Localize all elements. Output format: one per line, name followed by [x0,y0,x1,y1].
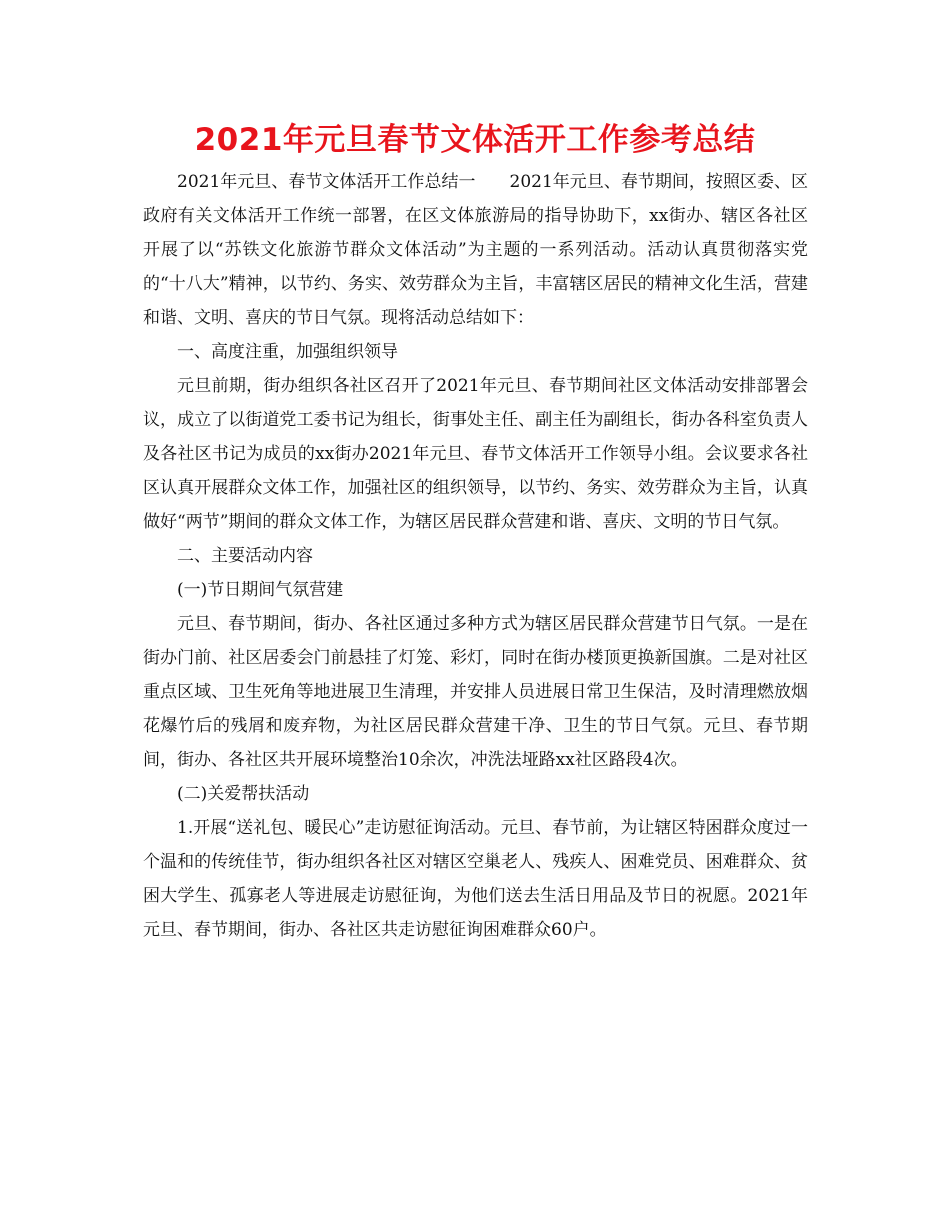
document-title: 2021年元旦春节文体活开工作参考总结 [194,122,756,158]
section-heading-2: 二、主要活动内容 [177,546,313,566]
paragraph-atmosphere: 元旦、春节期间，街办、各社区通过多种方式为辖区居民群众营建节日气氛。一是在街办门前、社区居委会门前悬挂了灯笼、彩灯，同时在街办楼顶更换新国旗。二是对社区重点区域、卫生死角等地进展卫生清理，并安排人员进展日常卫生保洁，及时清理燃放烟花爆竹后的残屑和废弃物，为社区居民群众营建干净、卫生的节日气氛。元旦、春节期间，街办、各社区共开展环境整治10余次，冲洗法垭路xx社区路段4次。 [143,614,808,770]
paragraph-intro: 2021年元旦、春节文体活开工作总结一 2021年元旦、春节期间，按照区委、区政府有关文体活开工作统一部署，在区文体旅游局的指导协助下，xx街办、辖区各社区开展了以“苏铁文化旅游节群众文体活动”为主题的一系列活动。活动认真贯彻落实党的“十八大”精神，以节约、务实、效劳群众为主旨，丰富辖区居民的精神文化生活，营建和谐、文明、喜庆的节日气氛。现将活动总结如下： [143,172,808,328]
subsection-heading-2: (二)关爱帮扶活动 [177,784,310,804]
section-heading-1: 一、高度注重，加强组织领导 [177,342,398,362]
subsection-heading-1: (一)节日期间气氛营建 [177,580,344,600]
paragraph-care-activity: 1.开展“送礼包、暖民心”走访慰征询活动。元旦、春节前，为让辖区特困群众度过一个温和的传统佳节，街办组织各社区对辖区空巢老人、残疾人、困难党员、困难群众、贫困大学生、孤寡老人等进展走访慰征询，为他们送去生活日用品及节日的祝愿。2021年元旦、春节期间，街办、各社区共走访慰征询困难群众60户。 [143,818,808,940]
paragraph-organization: 元旦前期，街办组织各社区召开了2021年元旦、春节期间社区文体活动安排部署会议，成立了以街道党工委书记为组长，街事处主任、副主任为副组长，街办各科室负责人及各社区书记为成员的xx街办2021年元旦、春节文体活开工作领导小组。会议要求各社区认真开展群众文体工作，加强社区的组织领导，以节约、务实、效劳群众为主旨，认真做好“两节”期间的群众文体工作，为辖区居民群众营建和谐、喜庆、文明的节日气氛。 [143,376,808,532]
document-body [143,165,808,947]
